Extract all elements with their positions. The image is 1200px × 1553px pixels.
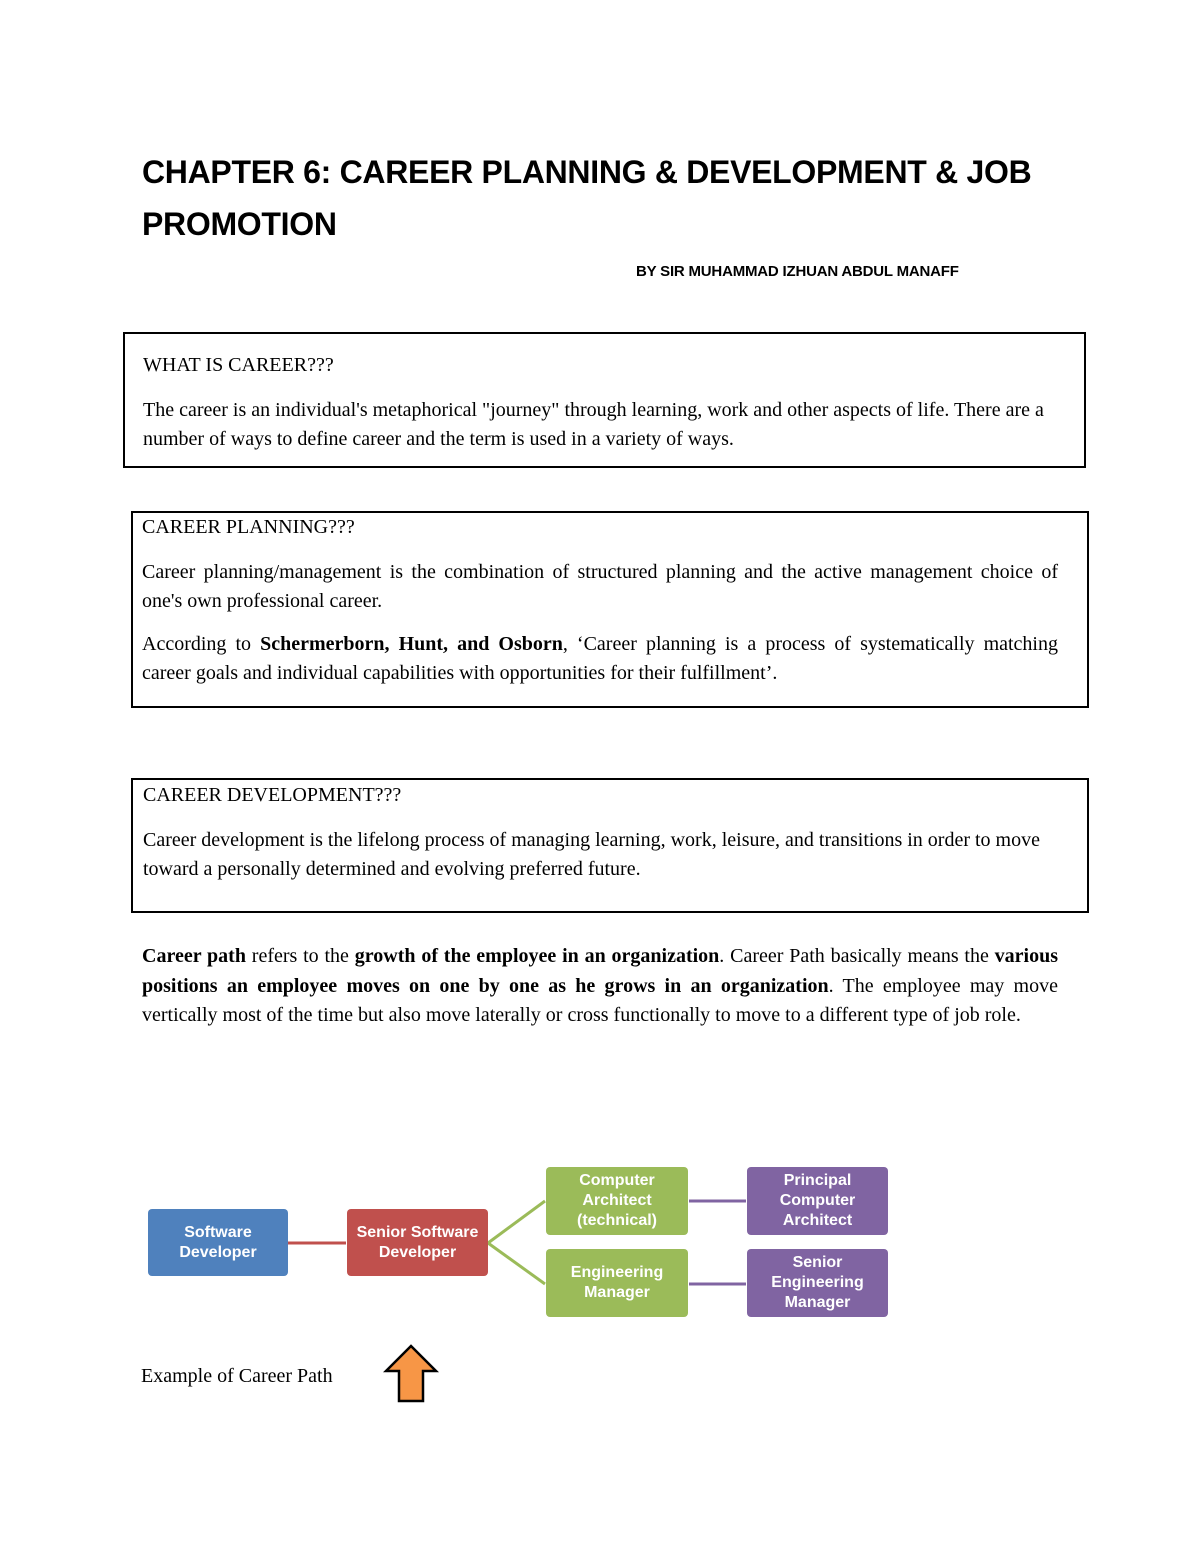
node-software-developer: Software Developer — [148, 1209, 288, 1276]
career-planning-heading: CAREER PLANNING??? — [142, 516, 355, 538]
career-development-text: Career development is the lifelong process of managing learning, work, leisure, and transitions in order to move toward a personally determined and evolving preferred future. — [143, 829, 1040, 880]
node-senior-engineering-manager: Senior Engineering Manager — [747, 1249, 888, 1317]
what-is-career-heading: WHAT IS CAREER??? — [143, 354, 334, 376]
node-computer-architect: Computer Architect (technical) — [546, 1167, 688, 1235]
career-path-text-1: refers to the — [245, 945, 355, 967]
author-byline: BY SIR MUHAMMAD IZHUAN ABDUL MANAFF — [636, 263, 959, 280]
career-development-heading: CAREER DEVELOPMENT??? — [143, 784, 402, 806]
career-path-text-2: . Career Path basically means the — [719, 945, 995, 967]
connector-senior-to-architect — [488, 1201, 545, 1243]
connector-senior-to-manager — [488, 1243, 545, 1284]
page-title: CHAPTER 6: CAREER PLANNING & DEVELOPMENT & JOB PROMOTION — [142, 154, 1032, 242]
career-planning-text: Career planning/management is the combination of structured planning and the active management choice of one's own professional career. — [142, 561, 1058, 612]
quote-prefix: According to — [142, 633, 261, 655]
career-path-term: Career path — [142, 945, 246, 967]
diagram-caption: Example of Career Path — [141, 1365, 333, 1387]
career-path-emphasis-2: various positions an employee moves on one by one as he grows in an organization — [142, 945, 1059, 997]
quote-authors: Schermerborn, Hunt, and Osborn — [260, 633, 563, 655]
career-path-text-3: . The employee may move vertically most of the time but also move laterally or cross functionally to move to a different type of job role. — [142, 974, 1058, 1026]
node-principal-computer-architect: Principal Computer Architect — [747, 1167, 888, 1235]
node-senior-software-developer: Senior Software Developer — [347, 1209, 488, 1276]
quote-text: , ‘Career planning is a process of systematically matching career goals and individual capabilities with opportunities for their fulfillment’. — [142, 633, 1058, 684]
up-arrow-icon — [383, 1343, 439, 1405]
node-engineering-manager: Engineering Manager — [546, 1249, 688, 1317]
career-path-emphasis-1: growth of the employee in an organization — [354, 945, 720, 967]
what-is-career-text: The career is an individual's metaphorical "journey" through learning, work and other aspects of life. There are a number of ways to define career and the term is used in a variety of ways. — [143, 399, 1044, 450]
